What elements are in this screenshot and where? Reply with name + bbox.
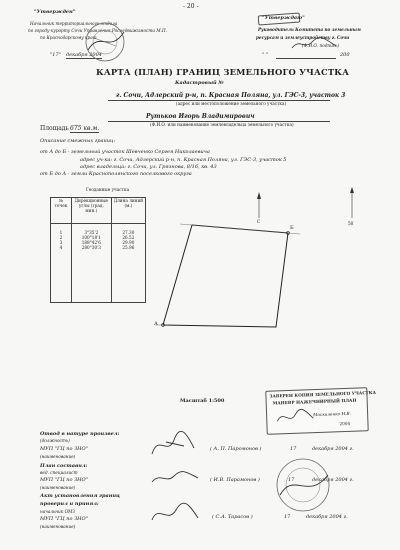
table-cell: 3	[59, 240, 63, 245]
area-value: 675 кв.м.	[70, 125, 100, 132]
table-cell: 2	[59, 235, 63, 240]
approval-left-line3: по Краснодарскому краю	[40, 35, 97, 40]
boundaries-heading: Описание смежных границ:	[40, 138, 116, 144]
sig2-role: вед. специалист	[40, 470, 78, 475]
approval-right-date-year: 200	[340, 52, 350, 58]
point-b-label: Б	[290, 225, 294, 231]
approval-right-line3: (Ф.И.О. подпись)	[302, 43, 340, 48]
sig3-heading: Акт установления границ	[40, 493, 121, 499]
approval-right-heading: "Утверждаю"	[262, 15, 305, 21]
approval-left-date-month: декабря 2004	[66, 52, 102, 58]
sig2-org: МУП "ГЦ по ЗНО"	[40, 477, 88, 483]
sig1-date-day: 17	[290, 446, 297, 452]
table-header-lengths: Длина линий (м.)	[111, 198, 145, 224]
stamp-name: Москаленко Н.В.	[313, 410, 352, 418]
approval-left-line1: Начальник территориального отдела	[30, 21, 118, 26]
sig3-signature	[150, 502, 200, 526]
table-cell: 26.52	[122, 235, 135, 240]
sig2-name: ( И.В. Парамонов )	[210, 477, 260, 483]
table-cell: 1	[59, 230, 63, 235]
approval-right-line2: ресурсам и землеустройству г. Сочи	[256, 35, 350, 40]
stamp-line-2: МАНЕВР НАЖЕЧНИРНЫЙ ПЛАН	[272, 397, 357, 406]
table-cell: 100°18'1	[81, 235, 101, 240]
official-seal-bottom	[268, 455, 338, 515]
address-caption: (адрес или местоположение земельного участка)	[176, 101, 287, 106]
sig3-caption: (наименование)	[40, 524, 76, 529]
stamp-signature	[275, 406, 316, 427]
approval-left-date-day: "17"	[50, 52, 61, 58]
certification-stamp	[265, 387, 377, 435]
north-arrow-head	[257, 192, 261, 199]
parcel-boundary	[163, 225, 288, 327]
boundary-line-2: адрес уч-ка: г. Сочи, Адлерский р-н, п. Красная Поляна, ул. ГЭС-3, участок 5	[80, 157, 287, 163]
sig1-signature	[148, 430, 198, 460]
table-header-points: № точек	[51, 198, 72, 224]
boundary-line-1: от А до Б - земельный участок Шевченко Сергея Николаевича	[40, 149, 210, 155]
parcel-address: г. Сочи, Адлерский р-н, п. Красная Поляна, ул. ГЭС-3, участок 3	[116, 92, 346, 99]
table-caption: Геоданные участка	[86, 187, 130, 192]
boundary-line-4: от Б до А - земли Краснополянского поселкового округа	[40, 171, 192, 177]
sig2-heading: План составил:	[40, 463, 88, 469]
sig1-org: МУП "ГЦ по ЗНО"	[40, 446, 88, 452]
owner-caption: (Ф.И.О. или наименование землевладельца земельного участка)	[150, 122, 294, 127]
sig3-line2: проверил и принял:	[40, 501, 99, 507]
table-cell: 280°30'3	[81, 245, 101, 250]
sig2-caption: (наименование)	[40, 485, 76, 490]
sig2-date-day: 17	[288, 477, 295, 483]
scale-axis-head	[350, 187, 354, 193]
point-a-label: А	[154, 321, 158, 327]
sig1-heading: Отвод в натуре произвел:	[40, 431, 120, 437]
table-cell: 25.96	[122, 245, 135, 250]
extension-line-top	[180, 224, 300, 234]
stamp-year: 2004	[339, 420, 351, 427]
approval-right-date-day: " "	[262, 52, 269, 58]
page-number: - 20 -	[183, 3, 199, 10]
sig2-date: декабря 2004 г.	[312, 477, 354, 483]
area-label: Площадь	[40, 125, 69, 132]
cadastral-number-label: Кадастровый №	[175, 80, 224, 86]
sig1-date: декабря 2004 г.	[312, 446, 354, 452]
sig1-caption: (наименование)	[40, 454, 76, 459]
table-cell: 27.30	[122, 230, 135, 235]
sig3-date: декабря 2004 г.	[306, 514, 348, 520]
owner-name: Рутьков Игорь Владимирович	[146, 113, 255, 120]
approval-left-line2: по городу-курорту Сочи Управления Роснедвижимости М.П.	[28, 28, 167, 33]
sig3-name: ( С.А. Тарасов )	[212, 514, 253, 520]
table-cell: 29.90	[122, 240, 135, 245]
boundary-line-3: адрес владельца: г. Сочи, ул. Грязнова, 8/16, кв. 43	[80, 164, 217, 170]
table-cell: 4	[59, 245, 63, 250]
table-header-angles: Дирекционные углы (град. мин.)	[71, 198, 111, 224]
sig3-date-day: 17	[284, 514, 291, 520]
scale-label: Масштаб 1:500	[180, 398, 225, 404]
table-cell: 3°35'2	[84, 230, 99, 235]
approval-left-heading: "Утвержден"	[34, 9, 76, 15]
table-cell: 188°42'6	[81, 240, 101, 245]
sig3-org: МУП "ГЦ по ЗНО"	[40, 516, 88, 522]
scale-tick-label: 50	[348, 221, 354, 226]
sig2-signature	[150, 468, 200, 488]
sig1-name: ( А. П. Паромонов )	[210, 446, 262, 452]
sig3-role: начальник ОМЗ	[40, 509, 75, 514]
stamp-line-1: ЗАВЕРЕН КОПИЯ ЗЕМЕЛЬНОГО УЧАСТКА	[269, 389, 377, 399]
sig1-role: (должность)	[40, 438, 70, 443]
north-label: С	[257, 219, 261, 224]
document-title: КАРТА (ПЛАН) ГРАНИЦ ЗЕМЕЛЬНОГО УЧАСТКА	[96, 67, 350, 77]
approval-right-line1: Руководитель Комитета по земельным	[258, 27, 361, 32]
